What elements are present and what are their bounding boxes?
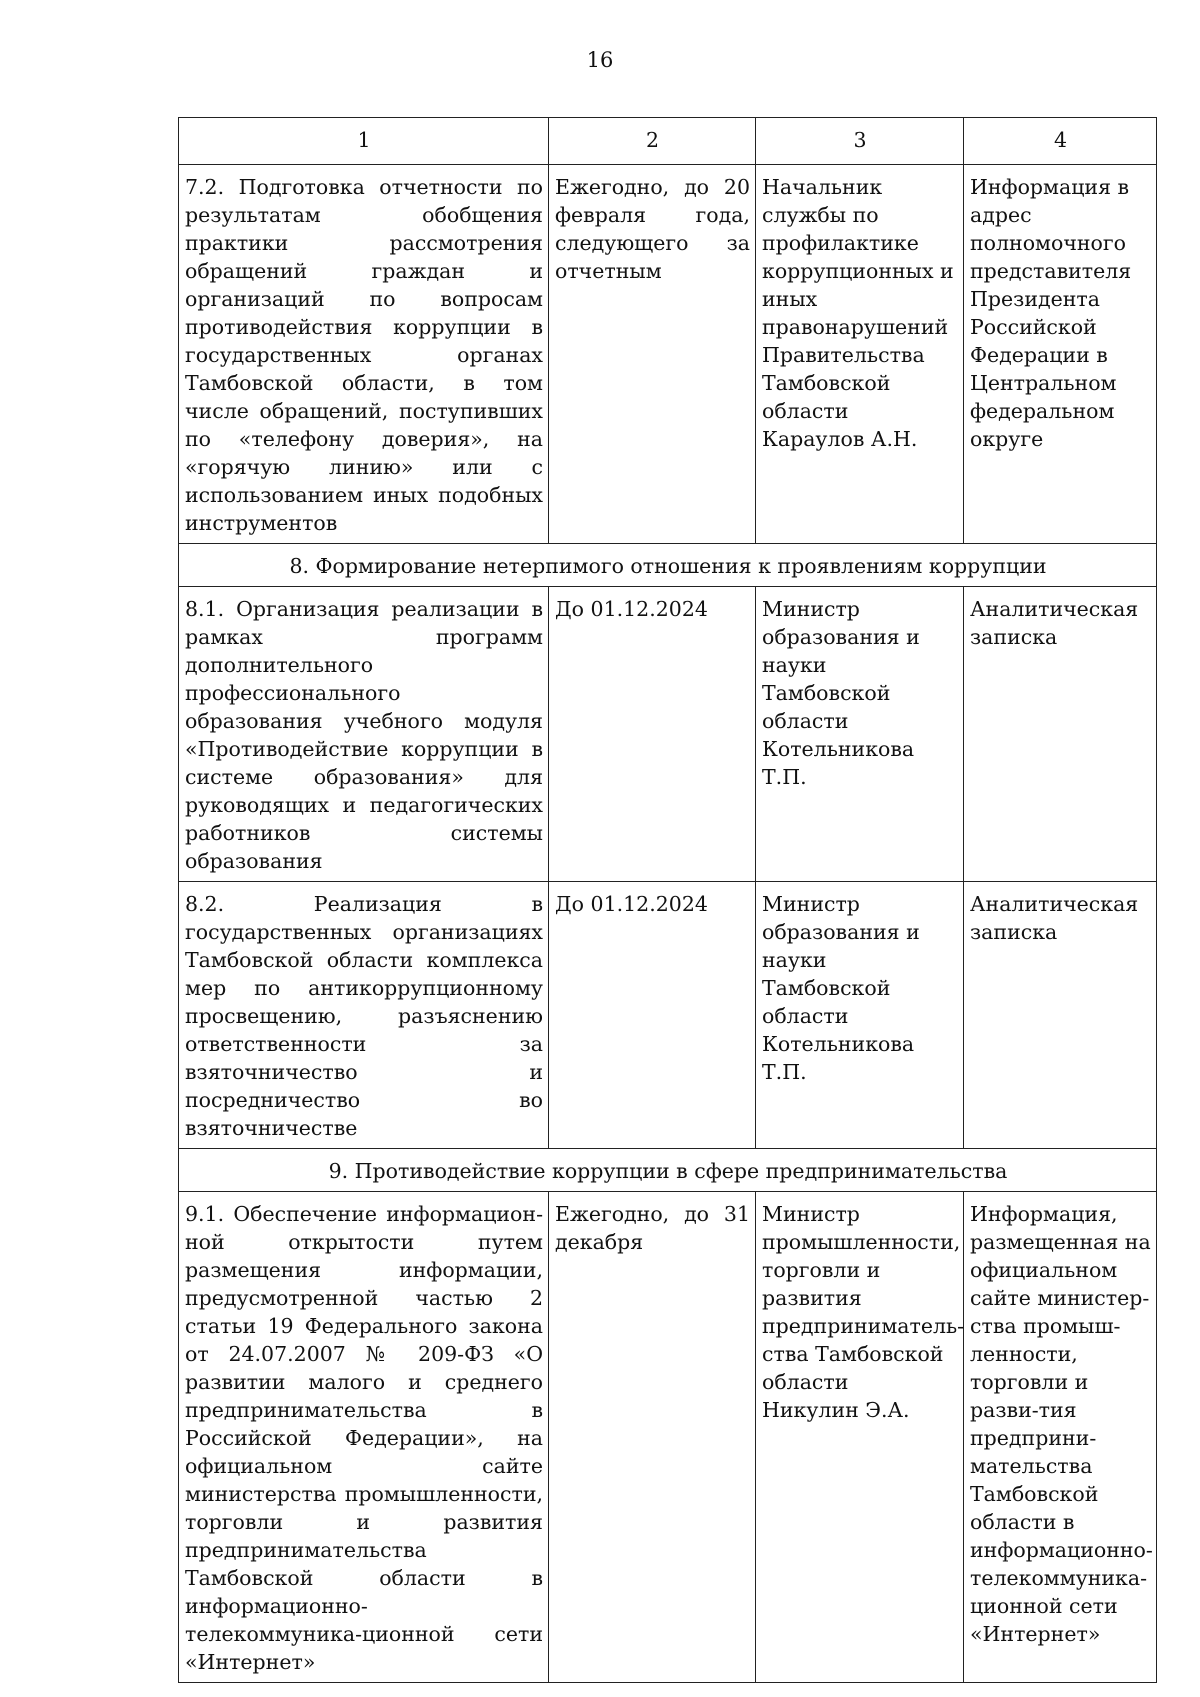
responsible-cell: Министр промышленности, торговли и развития предприниматель-ства Тамбовской области Никулин Э.А.: [756, 1192, 964, 1683]
deadline-cell: До 01.12.2024: [549, 587, 756, 882]
section-title: 9. Противодействие коррупции в сфере предпринимательства: [179, 1149, 1157, 1192]
responsible-cell: Министр образования и науки Тамбовской области Котельникова Т.П.: [756, 587, 964, 882]
column-header: 3: [756, 118, 964, 165]
deadline-cell: Ежегодно, до 31 декабря: [549, 1192, 756, 1683]
deadline-cell: Ежегодно, до 20 февраля года, следующего за отчетным: [549, 165, 756, 544]
result-cell: Информация в адрес полномочного представителя Президента Российской Федерации в Центральном федеральном округе: [964, 165, 1157, 544]
measures-table: [178, 117, 1157, 1683]
column-header: 2: [549, 118, 756, 165]
section-row: [179, 1149, 1157, 1192]
table-header-row: [179, 118, 1157, 165]
responsible-cell: Министр образования и науки Тамбовской области Котельникова Т.П.: [756, 882, 964, 1149]
measure-cell: 9.1. Обеспечение информацион-ной открытости путем размещения информации, предусмотренной частью 2 статьи 19 Федерального закона от 24.07.2007 № 209-ФЗ «О развитии малого и среднего предпринимательства в Российской Федерации», на официальном сайте министерства промышленности, торговли и развития предпринимательства Тамбовской области в информационно-телекоммуника-ционной сети «Интернет»: [179, 1192, 549, 1683]
result-cell: Аналитическая записка: [964, 882, 1157, 1149]
measure-cell: 8.1. Организация реализации в рамках программ дополнительного профессионального образования учебного модуля «Противодействие коррупции в системе образования» для руководящих и педагогических работников системы образования: [179, 587, 549, 882]
section-title: 8. Формирование нетерпимого отношения к проявлениям коррупции: [179, 544, 1157, 587]
table-row: [179, 882, 1157, 1149]
page-number: 16: [586, 48, 614, 72]
responsible-cell: Начальник службы по профилактике коррупционных и иных правонарушений Правительства Тамбовской области Караулов А.Н.: [756, 165, 964, 544]
result-cell: Аналитическая записка: [964, 587, 1157, 882]
deadline-cell: До 01.12.2024: [549, 882, 756, 1149]
section-row: [179, 544, 1157, 587]
measure-cell: 7.2. Подготовка отчетности по результатам обобщения практики рассмотрения обращений граждан и организаций по вопросам противодействия коррупции в государственных органах Тамбовской области, в том числе обращений, поступивших по «телефону доверия», на «горячую линию» или с использованием иных подобных инструментов: [179, 165, 549, 544]
table-row: [179, 587, 1157, 882]
table-row: [179, 165, 1157, 544]
table-row: [179, 1192, 1157, 1683]
column-header: 4: [964, 118, 1157, 165]
column-header: 1: [179, 118, 549, 165]
result-cell: Информация, размещенная на официальном сайте министер-ства промыш-ленности, торговли и разви-тия предприни-мательства Тамбовской области в информационно-телекоммуника-ционной сети «Интернет»: [964, 1192, 1157, 1683]
measure-cell: 8.2. Реализация в государственных организациях Тамбовской области комплекса мер по антикоррупционному просвещению, разъяснению ответственности за взяточничество и посредничество во взяточничестве: [179, 882, 549, 1149]
